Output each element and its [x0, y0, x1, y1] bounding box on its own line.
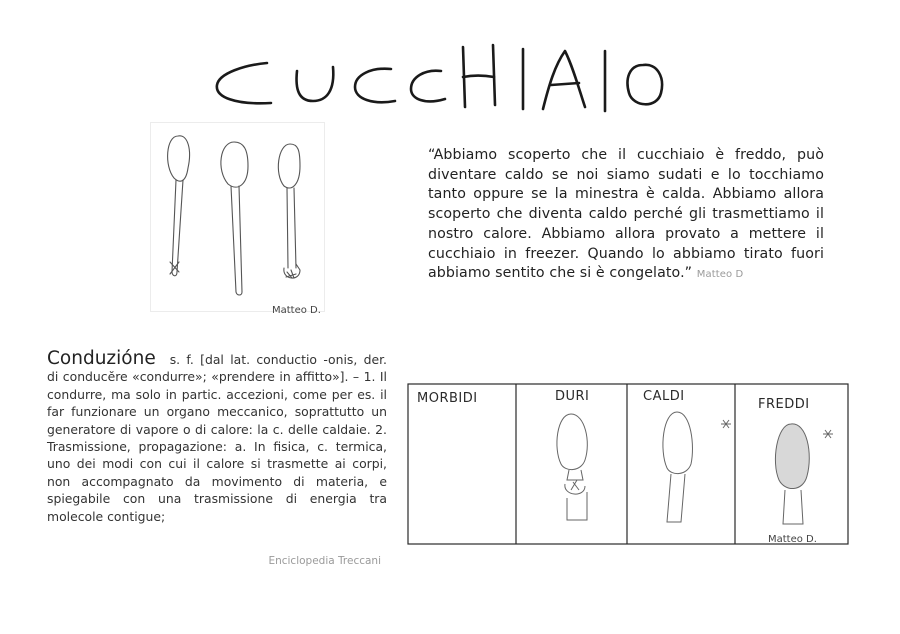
classification-drawing — [405, 372, 853, 560]
definition-source: Enciclopedia Treccani — [268, 555, 381, 567]
drawing-caption: Matteo D. — [768, 534, 817, 545]
quote-text: “Abbiamo scoperto che il cucchiaio è freddo, può diventare caldo se noi siamo sudati e lo tocchiamo tanto oppure se la minestra è calda. Abbiamo allora scoperto che diventa caldo perché gli trasmettiamo il nostro calore. Abbiamo allora provato a mettere il cucchiaio in freezer. Quando lo abbiamo tirato fuori abbiamo sentito che si è congelato.” — [428, 147, 824, 282]
column-label: CALDI — [643, 389, 685, 404]
column-label: FREDDI — [758, 397, 810, 412]
definition-headword: Conduzióne — [47, 348, 156, 369]
handwritten-title — [205, 35, 685, 120]
column-label: DURI — [555, 389, 590, 404]
drawing-caption: Matteo D. — [272, 305, 321, 316]
dictionary-definition — [47, 350, 387, 525]
definition-text: s. f. [dal lat. conductio -onis, der. di conducĕre «condurre»; «prendere in affitto»]. – 1. Il condurre, ma solo in partic. accezioni, come per es. il far funzionare un organo meccanico, soprattutto un generatore di vapore o di calore: la c. delle caldaie. 2. Trasmissione, propagazione: a. In fisica, c. termica, uno dei modi con cui il calore si trasmette ai corpi, non accompagnato da movimento di materia, e spiegabile con una trasmissione di energia tra molecole contigue; — [47, 352, 387, 524]
children-quote — [428, 146, 824, 285]
quote-attribution: Matteo D — [696, 269, 744, 281]
spoons-drawing — [150, 122, 325, 312]
column-label: MORBIDI — [417, 391, 478, 406]
